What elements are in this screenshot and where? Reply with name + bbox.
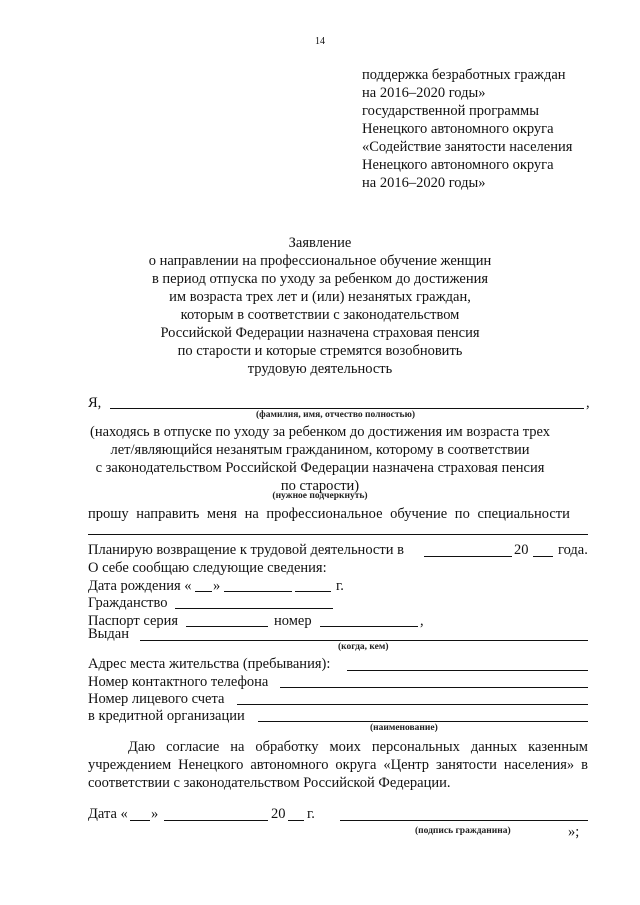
passport-number-label: номер bbox=[274, 613, 312, 629]
return-label: Планирую возвращение к трудовой деятельности в bbox=[88, 542, 404, 558]
signature-caption: (подпись гражданина) bbox=[415, 826, 511, 836]
return-date-field[interactable] bbox=[424, 556, 512, 557]
birth-day-field[interactable] bbox=[195, 591, 212, 592]
subtitle-line: которым в соответствии с законодательством bbox=[180, 307, 460, 323]
date-year-prefix: 20 bbox=[271, 806, 286, 822]
fio-comma: , bbox=[586, 395, 590, 411]
consent-paragraph: Даю согласие на обработку моих персональных данных казенным учреждением Ненецкого автономного округа «Центр занятости населения» в соответствии с законодательством Российской Федерации. bbox=[88, 739, 588, 791]
i-label: Я, bbox=[88, 395, 102, 411]
return-year-prefix: 20 bbox=[514, 542, 529, 558]
date-day-field[interactable] bbox=[130, 820, 150, 821]
account-label: Номер лицевого счета bbox=[88, 691, 225, 707]
page-number: 14 bbox=[315, 36, 325, 47]
specialty-field[interactable] bbox=[88, 534, 588, 535]
issued-field[interactable] bbox=[140, 640, 588, 641]
fio-field[interactable] bbox=[110, 408, 584, 409]
birth-year-field[interactable] bbox=[295, 591, 331, 592]
header-line: на 2016–2020 годы» bbox=[362, 85, 486, 101]
date-year-field[interactable] bbox=[288, 820, 304, 821]
passport-comma: , bbox=[420, 613, 424, 629]
passport-series-field[interactable] bbox=[186, 626, 268, 627]
subtitle-line: Российской Федерации назначена страховая пенсия bbox=[160, 325, 480, 341]
phone-field[interactable] bbox=[280, 687, 588, 688]
passport-series-label: Паспорт серия bbox=[88, 613, 179, 629]
return-year-field[interactable] bbox=[533, 556, 553, 557]
date-label: Дата « bbox=[88, 806, 128, 822]
document-subtitle bbox=[0, 252, 640, 378]
request-line: прошу направить меня на профессиональное обучение по специальности bbox=[88, 506, 570, 522]
header-block bbox=[362, 66, 572, 192]
account-field[interactable] bbox=[237, 704, 588, 705]
subtitle-line: им возраста трех лет и (или) незанятых граждан, bbox=[169, 289, 471, 305]
date-quote: » bbox=[151, 806, 159, 822]
bank-caption: (наименование) bbox=[370, 723, 438, 733]
signature-field[interactable] bbox=[340, 820, 588, 821]
bank-label: в кредитной организации bbox=[88, 708, 245, 724]
underline-caption: (нужное подчеркнуть) bbox=[272, 491, 368, 501]
header-line: на 2016–2020 годы» bbox=[362, 175, 486, 191]
birth-year-suffix: г. bbox=[336, 578, 344, 594]
about-label: О себе сообщаю следующие сведения: bbox=[88, 560, 327, 576]
date-month-field[interactable] bbox=[164, 820, 268, 821]
header-line: Ненецкого автономного округа bbox=[362, 121, 554, 137]
issued-label: Выдан bbox=[88, 626, 129, 642]
subtitle-line: в период отпуска по уходу за ребенком до достижения bbox=[151, 271, 489, 287]
fio-caption: (фамилия, имя, отчество полностью) bbox=[256, 410, 415, 420]
header-line: государственной программы bbox=[362, 103, 539, 119]
status-line: лет/являющийся незанятым гражданином, которому в соответствии bbox=[110, 442, 530, 458]
address-label: Адрес места жительства (пребывания): bbox=[88, 656, 331, 672]
citizenship-label: Гражданство bbox=[88, 595, 168, 611]
return-year-suffix: года. bbox=[558, 542, 588, 558]
issued-caption: (когда, кем) bbox=[338, 642, 389, 652]
status-line: с законодательством Российской Федерации назначена страховая пенсия bbox=[95, 460, 545, 476]
header-line: «Содействие занятости населения bbox=[362, 139, 573, 155]
phone-label: Номер контактного телефона bbox=[88, 674, 269, 690]
closing-quote: »; bbox=[568, 824, 580, 840]
birth-quote: » bbox=[213, 578, 221, 594]
header-line: поддержка безработных граждан bbox=[362, 67, 566, 83]
status-block bbox=[0, 423, 640, 495]
subtitle-line: по старости и которые стремятся возобновить bbox=[177, 343, 463, 359]
citizenship-field[interactable] bbox=[175, 608, 333, 609]
bank-field[interactable] bbox=[258, 721, 588, 722]
subtitle-line: о направлении на профессиональное обучение женщин bbox=[148, 253, 492, 269]
passport-number-field[interactable] bbox=[320, 626, 418, 627]
status-line: по старости) bbox=[280, 478, 360, 494]
birth-label: Дата рождения « bbox=[88, 578, 192, 594]
header-line: Ненецкого автономного округа bbox=[362, 157, 554, 173]
document-title: Заявление bbox=[288, 235, 352, 251]
date-year-suffix: г. bbox=[307, 806, 315, 822]
address-field[interactable] bbox=[347, 670, 588, 671]
status-line: (находясь в отпуске по уходу за ребенком до достижения им возраста трех bbox=[89, 424, 551, 440]
subtitle-line: трудовую деятельность bbox=[247, 361, 393, 377]
birth-month-field[interactable] bbox=[224, 591, 292, 592]
